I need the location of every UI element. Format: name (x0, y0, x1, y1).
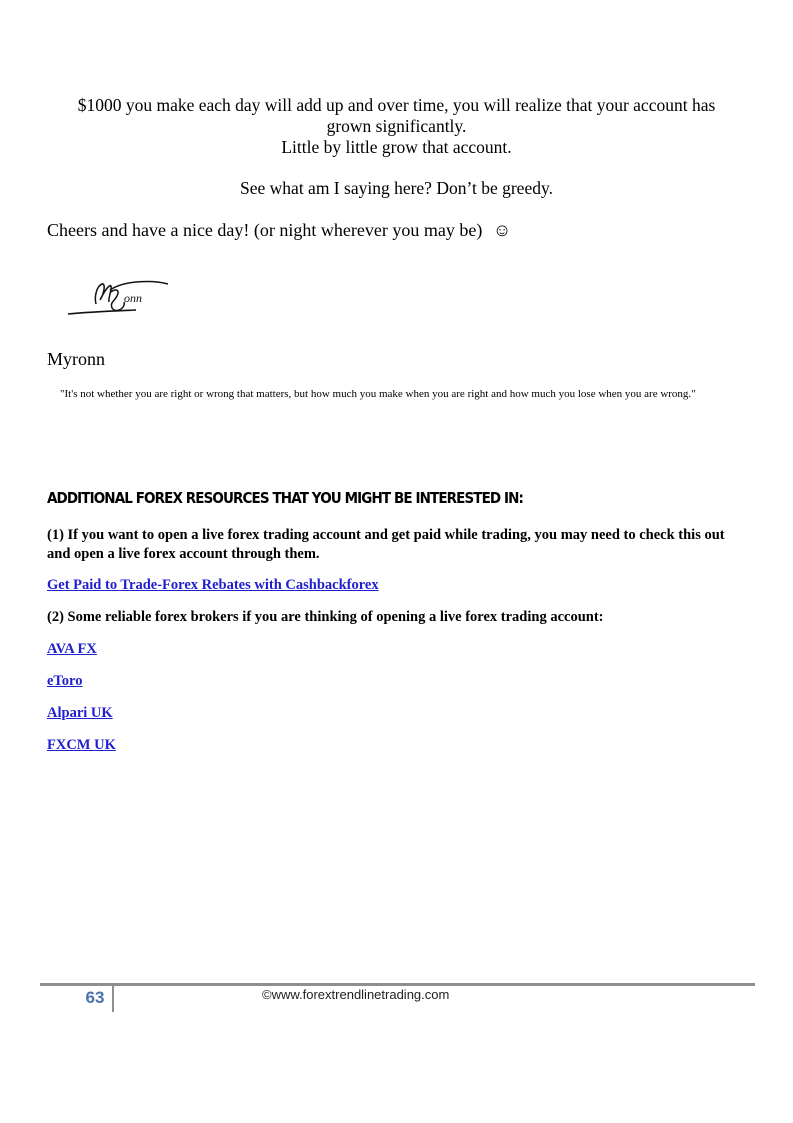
footer-rule (40, 983, 755, 986)
signature-underline-stroke (68, 310, 136, 314)
paragraph-line-4: See what am I saying here? Don’t be greedy. (240, 178, 553, 198)
paragraph-line-2: grown significantly. (326, 116, 467, 136)
author-name: Myronn (47, 349, 105, 369)
broker-link-fxcm[interactable]: FXCM UK (47, 737, 116, 753)
broker-link-avafx[interactable]: AVA FX (47, 641, 97, 657)
footer-url: ©www.forextrendlinetrading.com (262, 987, 450, 1002)
paragraph-line-1: $1000 you make each day will add up and over time, you will realize that your account has (77, 95, 716, 115)
smiley-icon: ☺ (492, 220, 512, 240)
resource-item-2: (2) Some reliable forex brokers if you are thinking of opening a live forex trading account: (47, 609, 604, 625)
resources-heading: ADDITIONAL FOREX RESOURCES THAT YOU MIGHT BE INTERESTED IN: (47, 490, 524, 508)
resource-item-1: (1) If you want to open a live forex trading account and get paid while trading, you may need to check this out and open a live forex account through them. (47, 527, 725, 562)
footer-divider (112, 986, 114, 1012)
broker-link-etoro[interactable]: eToro (47, 673, 83, 689)
closing-text: Cheers and have a nice day! (or night wherever you may be) (47, 220, 483, 240)
signature-image (64, 272, 172, 322)
page-number: 63 (85, 988, 105, 1007)
closing-line (47, 219, 511, 241)
signature-tail-text: onn (124, 291, 142, 305)
paragraph-line-3: Little by little grow that account. (281, 137, 512, 157)
broker-link-alpari[interactable]: Alpari UK (47, 705, 113, 721)
trading-quote: "It's not whether you are right or wrong that matters, but how much you make when you are right and how much you lose when you are wrong." (60, 388, 696, 400)
rebate-link[interactable]: Get Paid to Trade-Forex Rebates with Cashbackforex (47, 577, 379, 593)
